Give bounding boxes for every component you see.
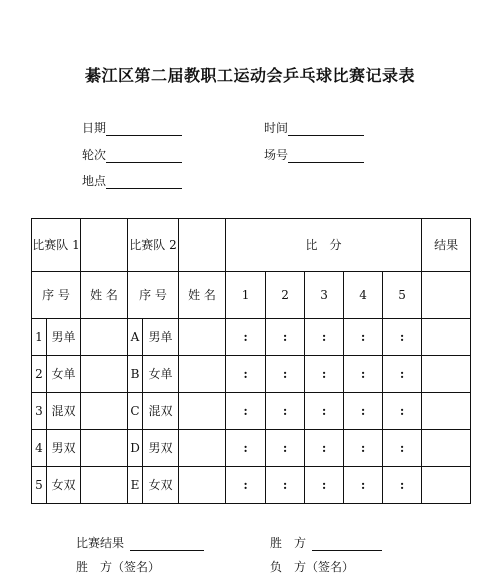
event-label-1: 女单 (47, 356, 81, 393)
result-blank[interactable] (422, 272, 471, 319)
round-field[interactable] (82, 146, 182, 163)
game-score[interactable]: : (383, 356, 422, 393)
event-label-1: 男单 (47, 319, 81, 356)
court-field[interactable] (264, 146, 364, 163)
event-label-2: 女双 (143, 467, 179, 504)
event-label-2: 男单 (143, 319, 179, 356)
game-score[interactable]: : (383, 467, 422, 504)
date-label: 日期 (82, 121, 107, 135)
winner-label: 胜 方 (270, 536, 307, 550)
game-score[interactable]: : (344, 430, 383, 467)
game-score[interactable]: : (305, 393, 344, 430)
round-label: 轮次 (82, 148, 107, 162)
row-number: 3 (32, 393, 47, 430)
player-name-1[interactable] (81, 356, 128, 393)
game-score[interactable]: : (226, 319, 266, 356)
time-label: 时间 (264, 121, 289, 135)
row-number: 4 (32, 430, 47, 467)
time-line[interactable] (288, 122, 364, 136)
row-letter: D (128, 430, 143, 467)
event-label-1: 女双 (47, 467, 81, 504)
game-score[interactable]: : (383, 319, 422, 356)
venue-label: 地点 (82, 174, 107, 188)
match-rows (32, 319, 471, 504)
match-result-label: 比赛结果 (76, 536, 125, 550)
table-row (32, 393, 471, 430)
event-label-1: 男双 (47, 430, 81, 467)
game-header: 2 (266, 272, 305, 319)
game-score[interactable]: : (266, 356, 305, 393)
player-name-2[interactable] (179, 430, 226, 467)
row-letter: E (128, 467, 143, 504)
game-score[interactable]: : (226, 430, 266, 467)
winner-line[interactable] (312, 537, 382, 551)
result-cell[interactable] (422, 356, 471, 393)
name-header-2: 姓 名 (179, 272, 226, 319)
team1-header: 比赛队 1 (32, 219, 81, 272)
game-score[interactable]: : (266, 467, 305, 504)
game-score[interactable]: : (344, 319, 383, 356)
team2-blank[interactable] (179, 219, 226, 272)
game-header: 3 (305, 272, 344, 319)
row-letter: B (128, 356, 143, 393)
date-line[interactable] (106, 122, 182, 136)
table-row (32, 467, 471, 504)
game-score[interactable]: : (305, 319, 344, 356)
player-name-1[interactable] (81, 430, 128, 467)
result-header: 结果 (422, 219, 471, 272)
table-row (32, 319, 471, 356)
event-label-2: 男双 (143, 430, 179, 467)
venue-line[interactable] (106, 175, 182, 189)
round-line[interactable] (106, 149, 182, 163)
event-label-1: 混双 (47, 393, 81, 430)
game-score[interactable]: : (266, 393, 305, 430)
game-score[interactable]: : (383, 430, 422, 467)
event-label-2: 混双 (143, 393, 179, 430)
row-number: 1 (32, 319, 47, 356)
court-label: 场号 (264, 148, 289, 162)
game-header: 4 (344, 272, 383, 319)
result-cell[interactable] (422, 430, 471, 467)
court-line[interactable] (288, 149, 364, 163)
result-cell[interactable] (422, 393, 471, 430)
venue-field[interactable] (82, 172, 182, 189)
table-row (32, 430, 471, 467)
row-number: 5 (32, 467, 47, 504)
player-name-2[interactable] (179, 467, 226, 504)
team2-header: 比赛队 2 (128, 219, 179, 272)
game-score[interactable]: : (305, 430, 344, 467)
row-letter: A (128, 319, 143, 356)
result-cell[interactable] (422, 467, 471, 504)
player-name-2[interactable] (179, 319, 226, 356)
player-name-1[interactable] (81, 393, 128, 430)
game-score[interactable]: : (344, 393, 383, 430)
table-row (32, 356, 471, 393)
row-letter: C (128, 393, 143, 430)
game-score[interactable]: : (383, 393, 422, 430)
game-score[interactable]: : (305, 467, 344, 504)
team1-blank[interactable] (81, 219, 128, 272)
player-name-2[interactable] (179, 356, 226, 393)
game-header: 1 (226, 272, 266, 319)
page-title: 綦江区第二届教职工运动会乒乓球比赛记录表 (84, 66, 415, 85)
date-field[interactable] (82, 119, 182, 136)
name-header-1: 姓 名 (81, 272, 128, 319)
seq-header-1: 序 号 (32, 272, 81, 319)
match-result-line[interactable] (130, 537, 204, 551)
game-score[interactable]: : (226, 393, 266, 430)
result-cell[interactable] (422, 319, 471, 356)
game-score[interactable]: : (344, 467, 383, 504)
player-name-1[interactable] (81, 467, 128, 504)
winner-field[interactable] (270, 534, 382, 551)
score-table (31, 218, 471, 504)
score-header: 比 分 (226, 219, 422, 272)
loser-sign-label: 负 方（签名） (270, 560, 355, 574)
game-score[interactable]: : (305, 356, 344, 393)
game-score[interactable]: : (226, 356, 266, 393)
winner-sign-field[interactable] (76, 558, 160, 575)
winner-sign-label: 胜 方（签名） (76, 560, 161, 574)
match-result-field[interactable] (76, 534, 204, 551)
game-score[interactable]: : (226, 467, 266, 504)
player-name-2[interactable] (179, 393, 226, 430)
player-name-1[interactable] (81, 319, 128, 356)
game-score[interactable]: : (344, 356, 383, 393)
seq-header-2: 序 号 (128, 272, 179, 319)
event-label-2: 女单 (143, 356, 179, 393)
game-score[interactable]: : (266, 430, 305, 467)
row-number: 2 (32, 356, 47, 393)
game-header: 5 (383, 272, 422, 319)
game-score[interactable]: : (266, 319, 305, 356)
time-field[interactable] (264, 119, 364, 136)
loser-sign-field[interactable] (270, 558, 354, 575)
